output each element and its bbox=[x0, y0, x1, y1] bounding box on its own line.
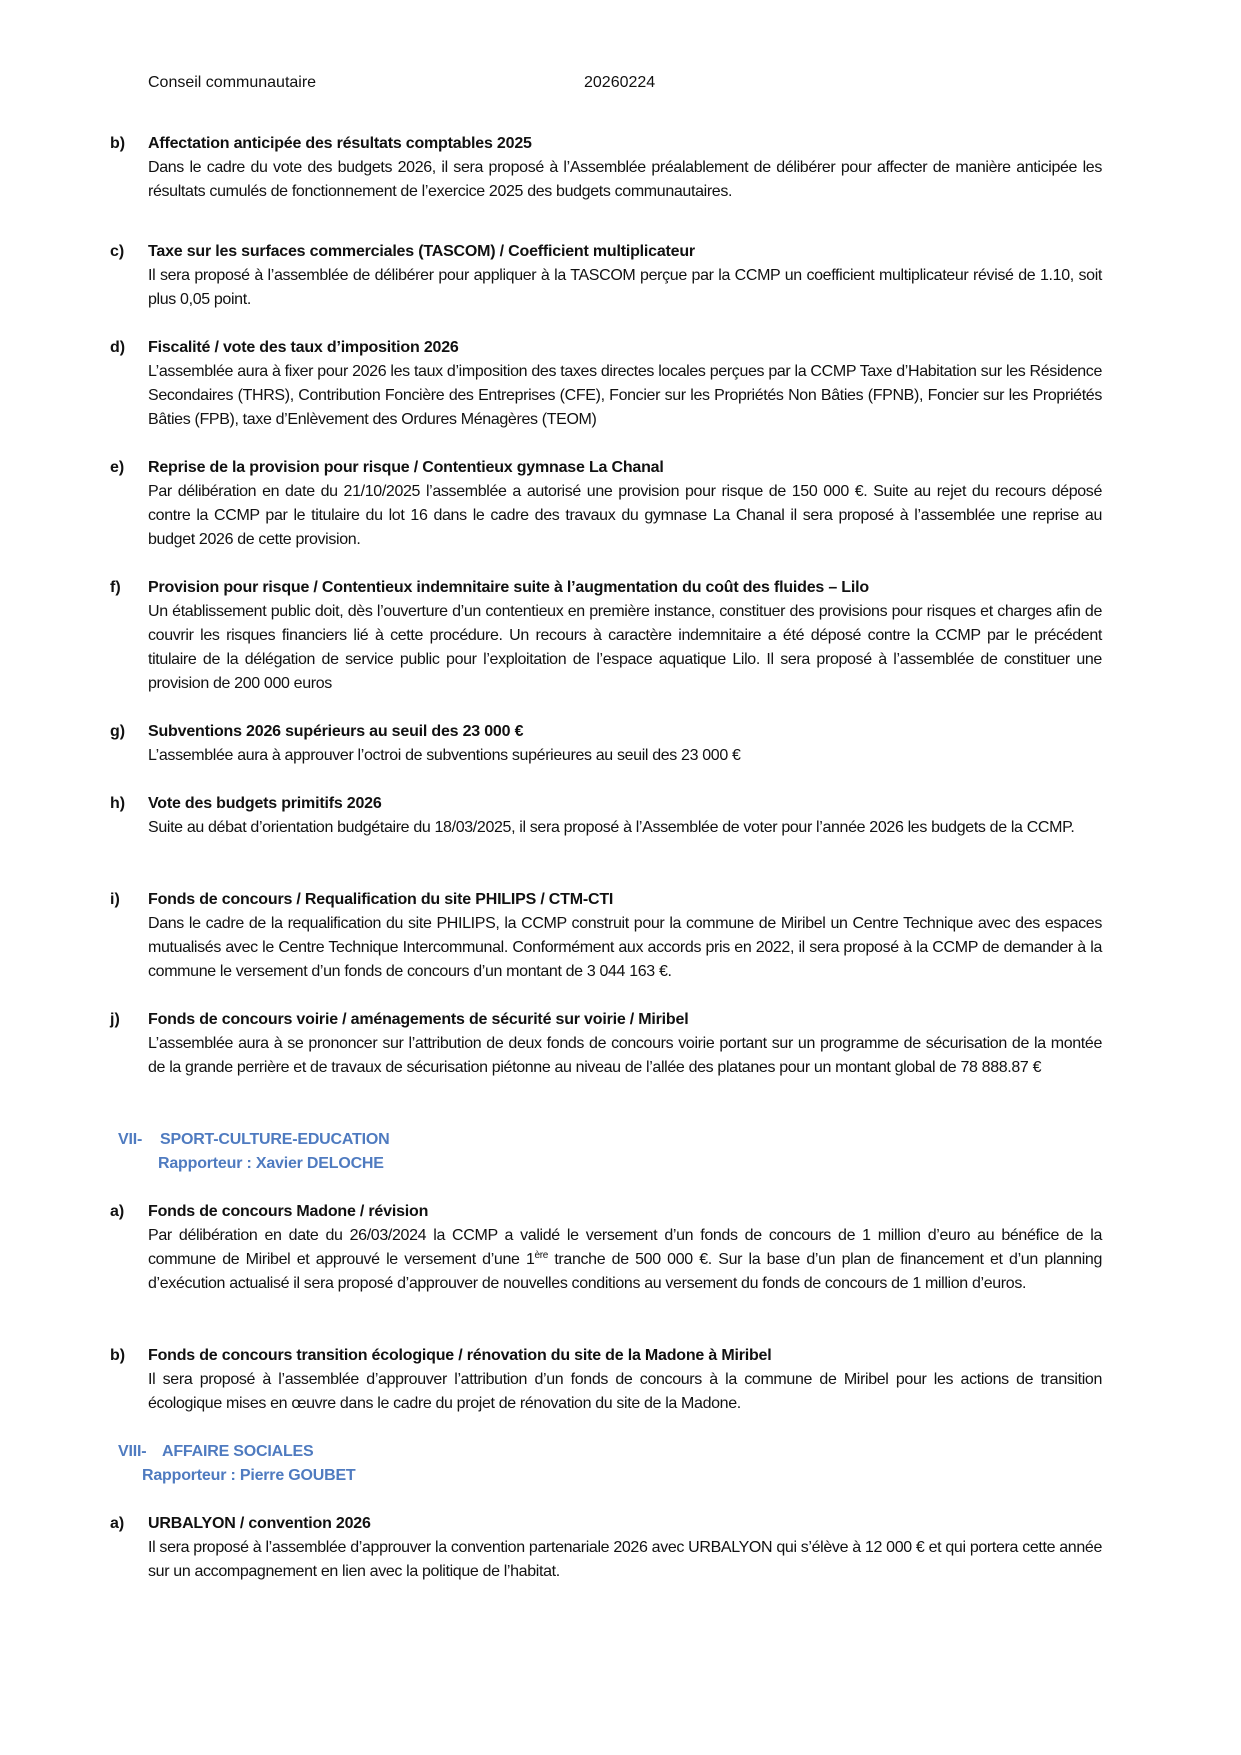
header-title: Conseil communautaire bbox=[148, 74, 317, 91]
item-letter: b) bbox=[110, 1347, 126, 1364]
item-letter: a) bbox=[110, 1515, 125, 1532]
item-title: Vote des budgets primitifs 2026 bbox=[148, 795, 382, 812]
section-number: VII- bbox=[118, 1131, 143, 1148]
section-number: VIII- bbox=[118, 1443, 147, 1460]
item-title: Fiscalité / vote des taux d’imposition 2026 bbox=[148, 339, 459, 356]
superscript: ère bbox=[534, 1250, 548, 1261]
item-body: L’assemblée aura à fixer pour 2026 les taux d’imposition des taxes directes locales perçues par la CCMP Taxe d’Habitation sur les Résidence Secondaires (THRS), Contribution Foncière des Entreprises (CFE), Foncier sur les Propriétés Non Bâties (FPNB), Foncier sur les Propriétés Bâties (FPB), taxe d’Enlèvement des Ordures Ménagères (TEOM) bbox=[148, 363, 1102, 428]
item-body-part2: tranche de 500 000 €. Sur la base d’un plan de financement et d’un planning d’exécution actualisé il sera proposé d’approuver de nouvelles conditions au versement du fonds de concours de 1 million d’euros. bbox=[148, 1251, 1102, 1292]
item-letter: e) bbox=[110, 459, 125, 476]
header-date: 20260224 bbox=[584, 74, 656, 91]
item-letter: a) bbox=[110, 1203, 125, 1220]
item-letter: c) bbox=[110, 243, 125, 260]
item-letter: g) bbox=[110, 723, 126, 740]
section-rapporteur: Rapporteur : Pierre GOUBET bbox=[142, 1467, 356, 1484]
item-body: L’assemblée aura à se prononcer sur l’attribution de deux fonds de concours voirie portant sur un programme de sécurisation de la montée de la grande perrière et de travaux de sécurisation piétonne au niveau de l’allée des platanes pour un montant global de 78 888.87 € bbox=[148, 1035, 1102, 1076]
item-body-part1: Par délibération en date du 26/03/2024 la CCMP a validé le versement d’un fonds de concours de 1 million d’euro au bénéfice de la commune de Miribel et approuvé le versement d’une 1 bbox=[148, 1227, 1102, 1268]
item-body: Il sera proposé à l’assemblée de délibérer pour appliquer à la TASCOM perçue par la CCMP un coefficient multiplicateur révisé de 1.10, soit plus 0,05 point. bbox=[148, 267, 1102, 308]
item-title: URBALYON / convention 2026 bbox=[148, 1515, 371, 1532]
item-title: Subventions 2026 supérieurs au seuil des 23 000 € bbox=[148, 723, 524, 740]
item-letter: i) bbox=[110, 891, 120, 908]
item-body: Dans le cadre de la requalification du site PHILIPS, la CCMP construit pour la commune de Miribel un Centre Technique avec des espaces mutualisés avec le Centre Technique Intercommunal. Conformément aux accords pris en 2022, il sera proposé à la CCMP de demander à la commune le versement d’un fonds de concours d’un montant de 3 044 163 €. bbox=[148, 915, 1102, 980]
item-letter: b) bbox=[110, 135, 126, 152]
item-letter: d) bbox=[110, 339, 126, 356]
section-rapporteur: Rapporteur : Xavier DELOCHE bbox=[158, 1155, 384, 1172]
section-name: AFFAIRE SOCIALES bbox=[162, 1443, 314, 1460]
item-letter: j) bbox=[110, 1011, 120, 1028]
item-title: Fonds de concours Madone / révision bbox=[148, 1203, 429, 1220]
item-body: Un établissement public doit, dès l’ouverture d’un contentieux en première instance, constituer des provisions pour risques et charges afin de couvrir les risques financiers lié à cette procédure. Un recours à caractère indemnitaire a été déposé contre la CCMP par le précédent titulaire de la délégation de service public pour l’exploitation de l’espace aquatique Lilo. Il sera proposé à l’assemblée de constituer une provision de 200 000 euros bbox=[148, 603, 1102, 692]
item-body: Dans le cadre du vote des budgets 2026, il sera proposé à l’Assemblée préalablement de délibérer pour affecter de manière anticipée les résultats cumulés de fonctionnement de l’exercice 2025 des budgets communautaires. bbox=[148, 159, 1102, 200]
item-letter: f) bbox=[110, 579, 121, 596]
item-title: Affectation anticipée des résultats comptables 2025 bbox=[148, 135, 532, 152]
item-body: L’assemblée aura à approuver l’octroi de subventions supérieures au seuil des 23 000 € bbox=[148, 747, 741, 764]
item-body: Il sera proposé à l’assemblée d’approuver l’attribution d’un fonds de concours à la commune de Miribel pour les actions de transition écologique mises en œuvre dans le cadre du projet de rénovation du site de la Madone. bbox=[148, 1371, 1102, 1412]
item-body bbox=[148, 1224, 1102, 1296]
item-title: Fonds de concours transition écologique / rénovation du site de la Madone à Miribel bbox=[148, 1347, 772, 1364]
item-title: Fonds de concours / Requalification du site PHILIPS / CTM-CTI bbox=[148, 891, 614, 908]
item-body: Suite au débat d’orientation budgétaire du 18/03/2025, il sera proposé à l’Assemblée de voter pour l’année 2026 les budgets de la CCMP. bbox=[148, 819, 1075, 836]
item-title: Provision pour risque / Contentieux indemnitaire suite à l’augmentation du coût des fluides – Lilo bbox=[148, 579, 869, 596]
item-body: Il sera proposé à l’assemblée d’approuver la convention partenariale 2026 avec URBALYON qui s’élève à 12 000 € et qui portera cette année sur un accompagnement en lien avec la politique de l’habitat. bbox=[148, 1539, 1102, 1580]
section-name: SPORT-CULTURE-EDUCATION bbox=[160, 1131, 390, 1148]
item-title: Taxe sur les surfaces commerciales (TASCOM) / Coefficient multiplicateur bbox=[148, 243, 695, 260]
item-title: Reprise de la provision pour risque / Contentieux gymnase La Chanal bbox=[148, 459, 664, 476]
item-title: Fonds de concours voirie / aménagements de sécurité sur voirie / Miribel bbox=[148, 1011, 689, 1028]
item-body: Par délibération en date du 21/10/2025 l’assemblée a autorisé une provision pour risque de 150 000 €. Suite au rejet du recours déposé contre la CCMP par le titulaire du lot 16 dans le cadre des travaux du gymnase La Chanal il sera proposé à l’assemblée une reprise au budget 2026 de cette provision. bbox=[148, 483, 1102, 548]
item-letter: h) bbox=[110, 795, 126, 812]
